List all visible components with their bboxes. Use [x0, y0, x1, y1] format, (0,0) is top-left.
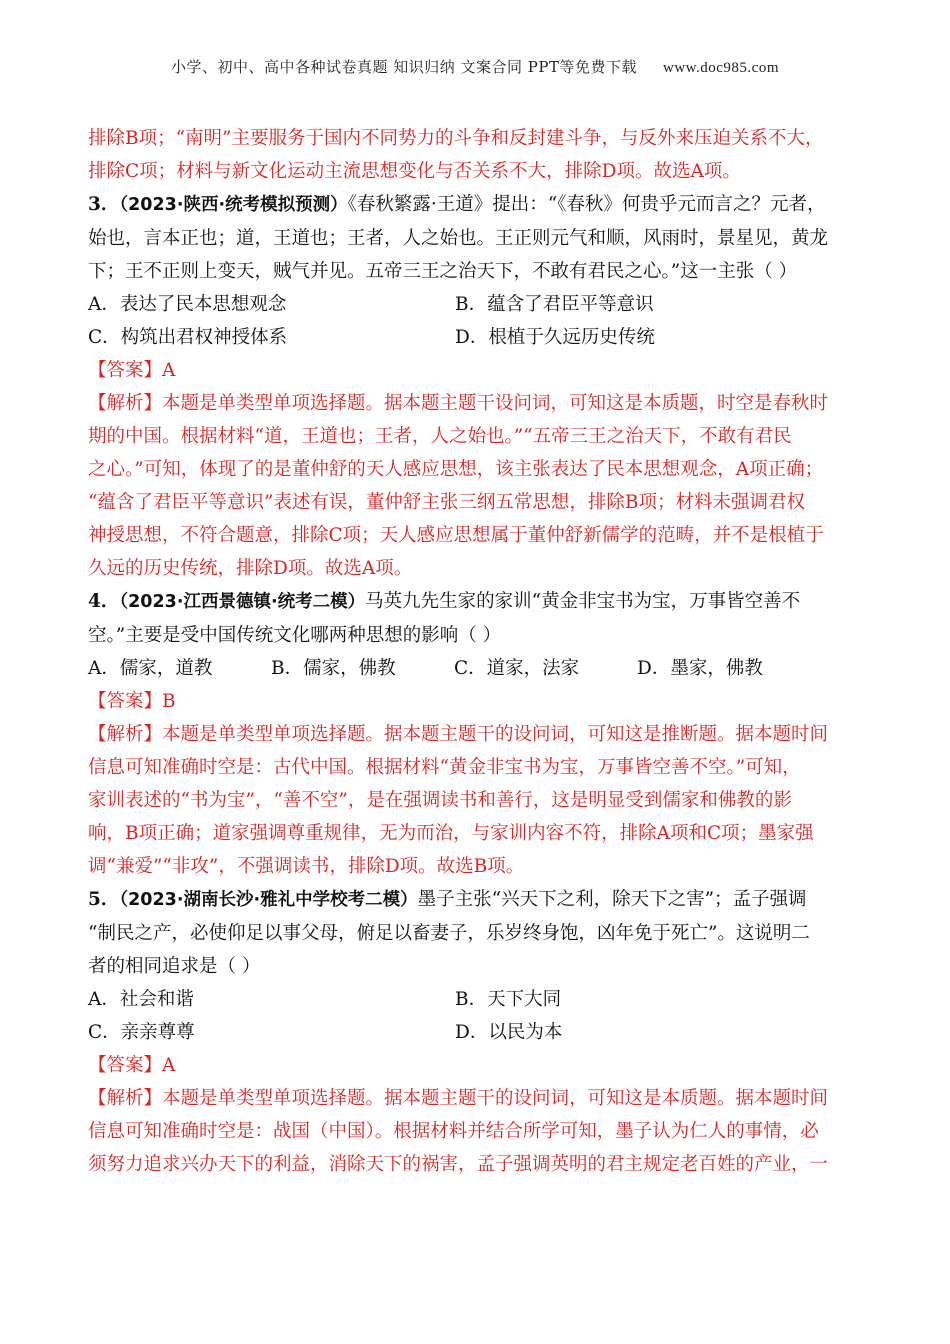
- explanation-line: 调“兼爱”“非攻”，不强调读书，排除D项。故选B项。: [88, 856, 525, 877]
- option-c: C．构筑出君权神授体系: [88, 327, 288, 348]
- explanation-line: 期的中国。根据材料“道，王道也；王者，人之始也。”“五帝三王之治天下，不敢有君民: [88, 426, 792, 447]
- question-number: 4．: [88, 591, 120, 612]
- explanation-line: 响，B项正确；道家强调尊重规律，无为而治，与家训内容不符，排除A项和C项；墨家强: [88, 823, 814, 844]
- stem-text: 《春秋繁露·王道》提出：“《春秋》何贵乎元而言之？元者，: [347, 194, 826, 215]
- options: [88, 983, 860, 1049]
- option-a: A．社会和谐: [88, 989, 194, 1010]
- header-text: 小学、初中、高中各种试卷真题 知识归纳 文案合同 PPT等免费下载: [170, 58, 637, 76]
- question-source: （2023·江西景德镇·统考二模）: [119, 592, 366, 612]
- explanation-line: 须努力追求兴办天下的利益，消除天下的祸害，孟子强调英明的君主规定老百姓的产业，一: [88, 1154, 829, 1175]
- option-b: B．蕴含了君臣平等意识: [455, 294, 654, 315]
- explanation-line: 信息可知准确时空是：古代中国。根据材料“黄金非宝书为宝，万事皆空善不空。”可知，: [88, 757, 801, 778]
- stem-line: 始也，言本正也；道，王道也；王者，人之始也。王正则元气和顺，风雨时，景星见，黄龙: [88, 228, 829, 249]
- stem-line: 者的相同追求是（ ）: [88, 956, 261, 977]
- explanation-line: 排除B项；“南明”主要服务于国内不同势力的斗争和反封建斗争，与反外来压迫关系不大，: [88, 128, 824, 149]
- header-site: www.doc985.com: [662, 60, 779, 76]
- explanation-line: 家训表述的“书为宝”，“善不空”，是在强调读书和善行，这是明显受到儒家和佛教的影: [88, 790, 792, 811]
- explanation-line: 【解析】本题是单类型单项选择题。据本题主题干的设问词，可知这是本质题。据本题时间: [88, 1088, 829, 1109]
- explanation-line: 久远的历史传统，排除D项。故选A项。: [88, 558, 413, 579]
- answer: 【答案】A: [88, 360, 176, 381]
- option-c: C．亲亲尊尊: [88, 1022, 195, 1043]
- prev-explanation: [88, 122, 860, 188]
- stem-line: 下；王不正则上变天，贼气并见。五帝三王之治天下，不敢有君民之心。”这一主张（ ）: [88, 261, 798, 282]
- option-a: A．表达了民本思想观念: [88, 294, 287, 315]
- explanation-line: 之心。”可知，体现了的是董仲舒的天人感应思想，该主张表达了民本思想观念，A项正确；: [88, 459, 824, 480]
- question-stem: [88, 585, 860, 619]
- explanation-line: 排除C项；材料与新文化运动主流思想变化与否关系不大，排除D项。故选A项。: [88, 161, 741, 182]
- question-4: [88, 585, 860, 883]
- explanation-line: 信息可知准确时空是：战国（中国）。根据材料并结合所学可知，墨子认为仁人的事情，必: [88, 1121, 819, 1142]
- option-d: D．根植于久远历史传统: [455, 327, 655, 348]
- question-stem: [88, 883, 860, 917]
- option-b: B．天下大同: [455, 989, 562, 1010]
- explanation-line: 神授思想，不符合题意，排除C项；天人感应思想属于董仲舒新儒学的范畴，并不是根植于: [88, 525, 824, 546]
- stem-line: 空。”主要是受中国传统文化哪两种思想的影响（ ）: [88, 625, 502, 646]
- stem-text: 墨子主张“兴天下之利，除天下之害”；孟子强调: [417, 889, 807, 910]
- explanation: [88, 718, 860, 883]
- answer: 【答案】B: [88, 691, 176, 712]
- question-stem: [88, 188, 860, 222]
- document-body: [88, 122, 860, 1181]
- explanation: [88, 387, 860, 585]
- question-source: （2023·陕西·统考模拟预测）: [119, 195, 348, 215]
- question-source: （2023·湖南长沙·雅礼中学校考二模）: [119, 890, 418, 910]
- option-a: A．儒家，道教: [88, 658, 213, 679]
- page-header: [0, 56, 950, 77]
- question-number: 3．: [88, 194, 120, 215]
- explanation-line: 【解析】本题是单类型单项选择题。据本题主题干的设问词，可知这是推断题。据本题时间: [88, 724, 829, 745]
- question-number: 5．: [88, 889, 120, 910]
- question-5: [88, 883, 860, 1181]
- option-d: D．以民为本: [455, 1022, 563, 1043]
- stem-line: “制民之产，必使仰足以事父母，俯足以畜妻子，乐岁终身饱，凶年免于死亡”。这说明二: [88, 923, 810, 944]
- options: [88, 288, 860, 354]
- options: [88, 652, 860, 685]
- question-3: [88, 188, 860, 585]
- option-b: B．儒家，佛教: [271, 658, 396, 679]
- answer: 【答案】A: [88, 1055, 176, 1076]
- explanation-line: “蕴含了君臣平等意识”表述有误，董仲舒主张三纲五常思想，排除B项；材料未强调君权: [88, 492, 806, 513]
- option-c: C．道家，法家: [454, 658, 580, 679]
- stem-text: 马英九先生家的家训“黄金非宝书为宝，万事皆空善不: [365, 591, 801, 612]
- explanation-line: 【解析】本题是单类型单项选择题。据本题主题干设问词，可知这是本质题，时空是春秋时: [88, 393, 829, 414]
- option-d: D．墨家，佛教: [637, 658, 763, 679]
- explanation: [88, 1082, 860, 1181]
